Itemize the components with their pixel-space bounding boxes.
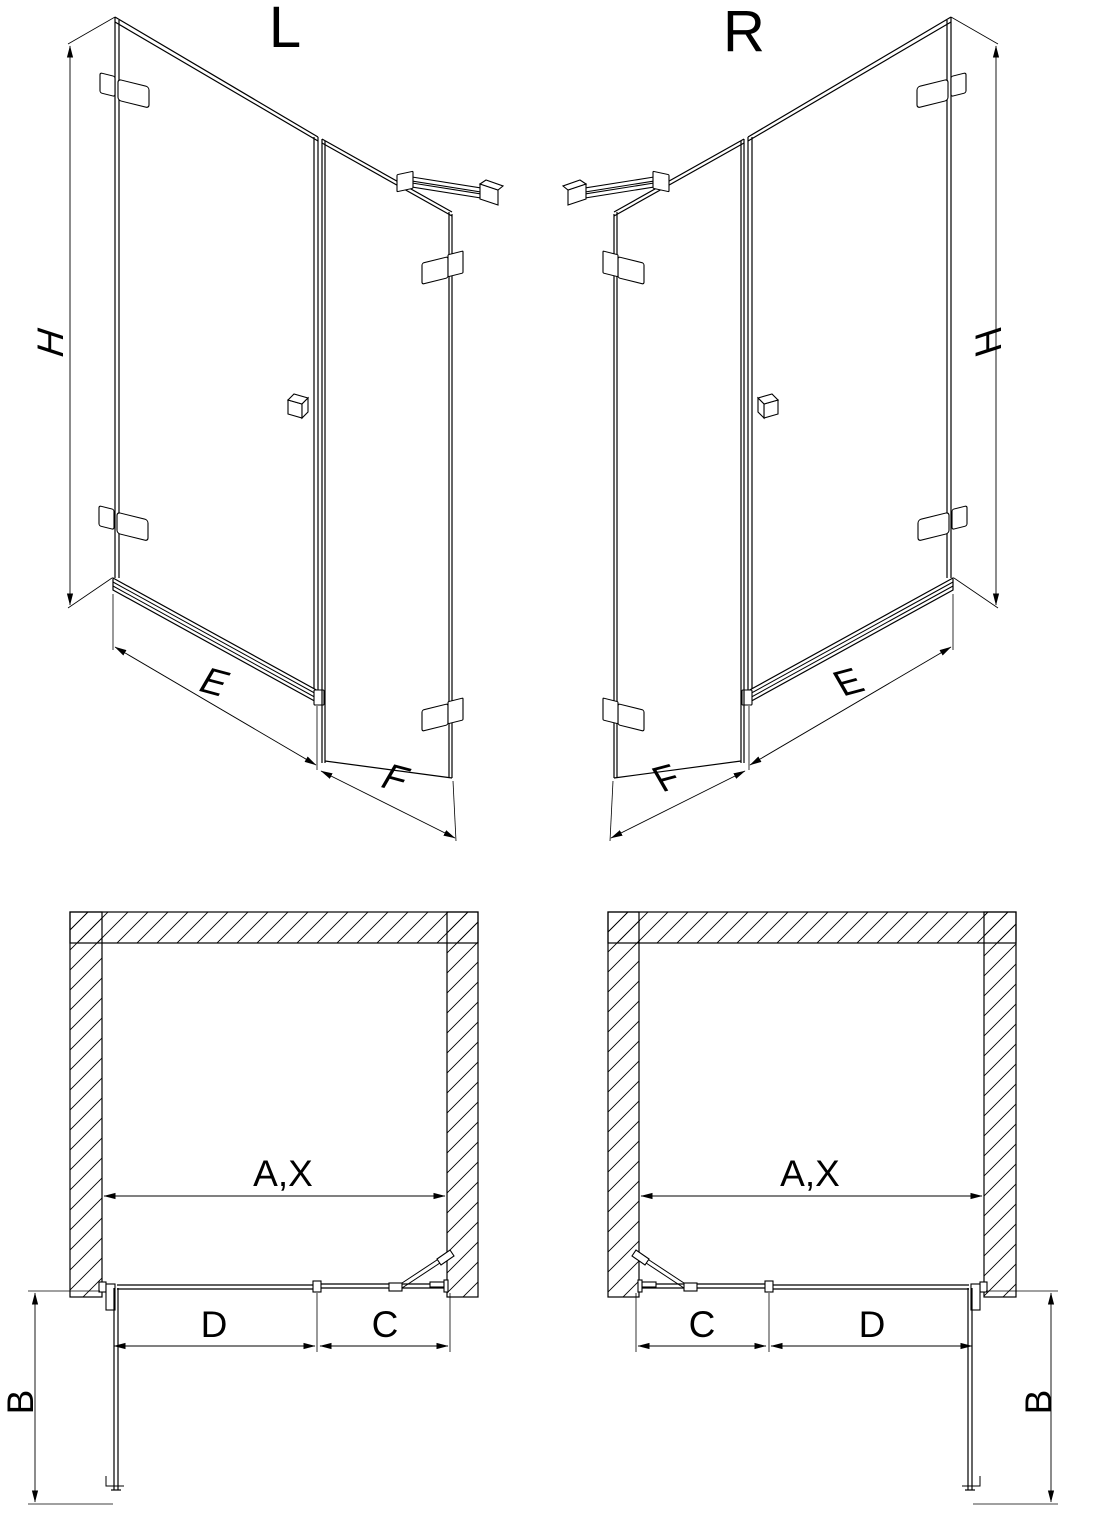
dim-label-height-right: H bbox=[968, 321, 1010, 362]
dim-label-fixed-left: F bbox=[374, 756, 418, 800]
left-elevation bbox=[68, 17, 503, 841]
plan-label-opening-left: A,X bbox=[253, 1153, 313, 1194]
dim-label-height-left: H bbox=[30, 322, 72, 363]
plan-label-swing-left: B bbox=[0, 1389, 41, 1415]
plan-label-opening-right: A,X bbox=[780, 1153, 840, 1194]
left-plan-walls bbox=[70, 912, 478, 1297]
variant-title-right: R bbox=[723, 0, 765, 64]
dim-label-door-left: E bbox=[192, 660, 238, 704]
right-plan-walls bbox=[608, 912, 1016, 1297]
plan-label-fixed-left: C bbox=[371, 1304, 399, 1345]
variant-title-left: L bbox=[268, 0, 302, 60]
right-elevation bbox=[563, 17, 998, 841]
dim-label-fixed-right: F bbox=[644, 756, 688, 800]
plan-label-swing-right: B bbox=[1017, 1389, 1059, 1415]
plan-label-fixed-right: C bbox=[688, 1304, 716, 1345]
plan-label-door-right: D bbox=[858, 1304, 886, 1345]
plan-label-door-left: D bbox=[200, 1304, 228, 1345]
dim-label-door-right: E bbox=[825, 660, 871, 704]
